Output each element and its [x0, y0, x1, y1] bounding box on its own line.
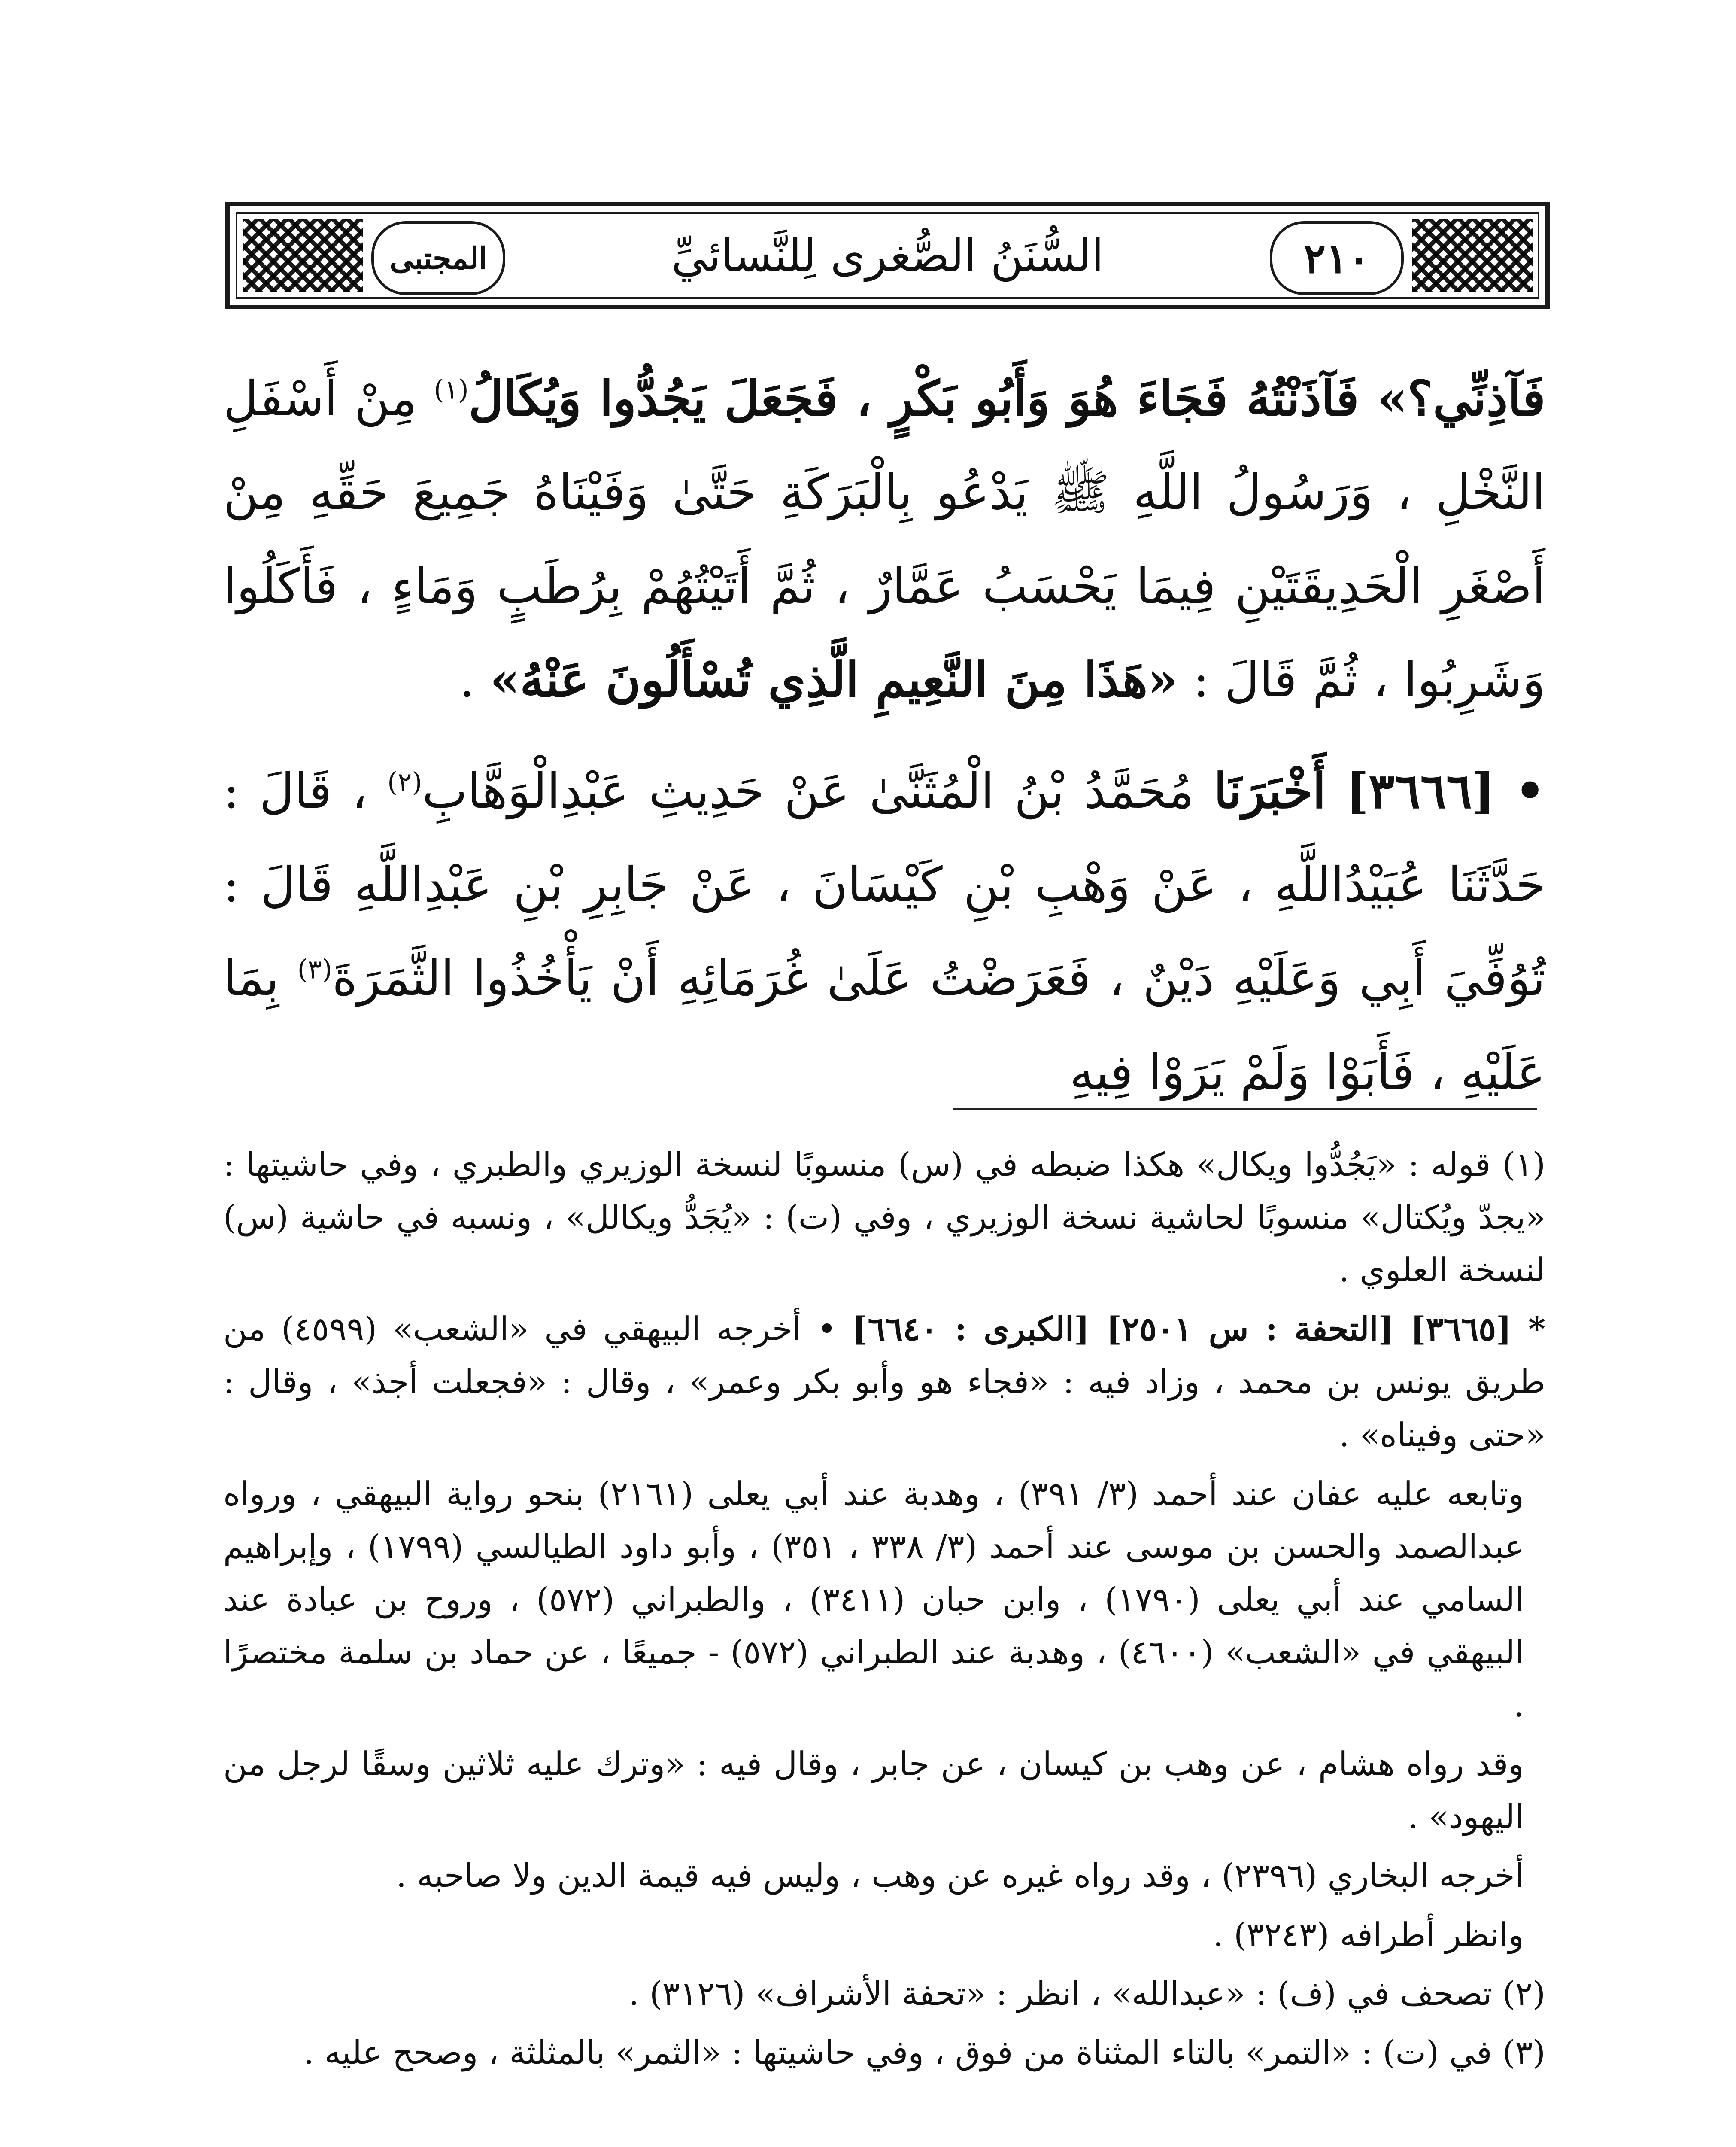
footnote-divider	[953, 1108, 1537, 1110]
running-title: السُّنَنُ الصُّغرى لِلنَّسائيِّ	[671, 229, 1104, 282]
ornament-left	[243, 219, 363, 292]
emblem-text: المجتبى	[389, 240, 487, 276]
footnote-ref: (١)	[434, 374, 469, 405]
quote: «هَذَا مِنَ النَّعِيمِ الَّذِي تُسْأَلُونَ عَنْهُ»	[490, 652, 1178, 709]
footnote: (٣) في (ت) : «التمر» بالتاء المثناة من فوق ، وفي حاشيتها : «الثمر» بالمثلثة ، وصحح عليه .	[303, 2033, 1545, 2071]
footnote-ref: (٢)	[387, 766, 422, 798]
takhrij-paragraph: أخرجه البخاري (٢٣٩٦) ، وقد رواه غيره عن وهب ، وليس فيه قيمة الدين ولا صاحبه .	[396, 1856, 1524, 1895]
text-segment: فَآذِنِّي؟» فَآذَنْتُهُ فَجَاءَ هُوَ وَأَبُو بَكْرٍ ، فَجَعَلَ يَجُدُّوا وَيُكَالُ	[468, 371, 1546, 427]
text-segment: مِنْ أَسْفَلِ النَّخْلِ ، وَرَسُولُ اللَّهِ ﷺ يَدْعُو بِالْبَرَكَةِ حَتَّىٰ وَفَيْنَاهُ جَمِيعَ حَقِّهِ مِنْ أَصْغَرِ الْحَدِيقَتَيْنِ فِيمَا يَحْسَبُ عَمَّارٌ ، ثُمَّ أَتَيْتُهُمْ بِرُطَبٍ وَمَاءٍ ، فَأَكَلُوا وَشَرِبُوا ، ثُمَّ قَالَ :	[223, 371, 1546, 709]
hadith-paragraph	[223, 745, 1545, 1120]
takhrij-paragraph	[223, 1302, 1545, 1461]
hadith-number: [٣٦٦٦]	[1346, 763, 1495, 819]
text-segment: .	[459, 652, 490, 709]
takhrij-paragraph: وانظر أطرافه (٣٢٤٣) .	[1213, 1915, 1524, 1954]
akhbarana-label: أَخْبَرَنَا	[1214, 763, 1326, 819]
ornament-right	[1412, 219, 1533, 292]
bullet-icon: •	[1514, 763, 1546, 819]
page-number-cartouche	[1270, 221, 1404, 295]
takhrij-paragraph: وتابعه عليه عفان عند أحمد (٣/ ٣٩١) ، وهدبة عند أبي يعلى (٢١٦١) بنحو رواية البيهقي ، ورواه عبدالصمد والحسن بن موسى عند أحمد (٣/ ٣٣٨ ، ٣٥١) ، وأبو داود الطيالسي (١٧٩٩) ، وإبراهيم السامي عند أبي يعلى (١٧٩٠) ، وابن حبان (٣٤١١) ، والطبراني (٥٧٢) ، وروح بن عبادة عند البيهقي في «الشعب» (٤٦٠٠) ، وهدبة عند الطبراني (٥٧٢) - جميعًا ، عن حماد بن سلمة مختصرًا .	[223, 1474, 1524, 1724]
footnote: (٢) تصحف في (ف) : «عبدالله» ، انظر : «تحفة الأشراف» (٣١٢٦) .	[628, 1974, 1545, 2013]
title-emblem	[371, 221, 505, 295]
takhrij-marker: * [٣٦٦٥] [التحفة : س ٢٥٠١] [الكبرى : ٦٦٤٠]	[852, 1310, 1545, 1348]
footnotes	[223, 1138, 1545, 2085]
hadith-text	[223, 352, 1545, 1119]
takhrij-text: • أخرجه البيهقي في «الشعب» (٤٥٩٩) من طريق يونس بن محمد ، وزاد فيه : «فجاء هو وأبو بكر وعمر» ، وقال : «فجعلت أجذ» ، وقال : «حتى وفيناه» .	[223, 1310, 1545, 1454]
text-segment: ، قَالَ : حَدَّثَنَا عُبَيْدُاللَّهِ ، عَنْ وَهْبِ بْنِ كَيْسَانَ ، عَنْ جَابِرِ بْنِ عَبْدِاللَّهِ قَالَ : تُوُفِّيَ أَبِي وَعَلَيْهِ دَيْنٌ ، فَعَرَضْتُ عَلَىٰ غُرَمَائِهِ أَنْ يَأْخُذُوا الثَّمَرَةَ	[223, 763, 1545, 1007]
page-number: ٢١٠	[1303, 234, 1370, 283]
text-segment: مُحَمَّدُ بْنُ الْمُثَنَّىٰ عَنْ حَدِيثِ عَبْدِالْوَهَّابِ	[422, 763, 1214, 819]
page-header	[225, 202, 1550, 309]
footnote: (١) قوله : «يَجُدُّوا ويكال» هكذا ضبطه في (س) منسوبًا لنسخة الوزيري والطبري ، وفي حاشيتها : «يجدّ ويُكتال» منسوبًا لحاشية نسخة الوزيري ، وفي (ت) : «يُجَدُّ ويكالل» ، ونسبه في حاشية (س) لنسخة العلوي .	[223, 1145, 1545, 1289]
footnote-ref: (٣)	[297, 954, 332, 985]
hadith-paragraph	[223, 352, 1545, 727]
takhrij-paragraph: وقد رواه هشام ، عن وهب بن كيسان ، عن جابر ، وقال فيه : «وترك عليه ثلاثين وسقًا لرجل من اليهود» .	[223, 1745, 1524, 1836]
text-segment: بِمَا عَلَيْهِ ، فَأَبَوْا وَلَمْ يَرَوْا فِيهِ	[223, 951, 1545, 1101]
